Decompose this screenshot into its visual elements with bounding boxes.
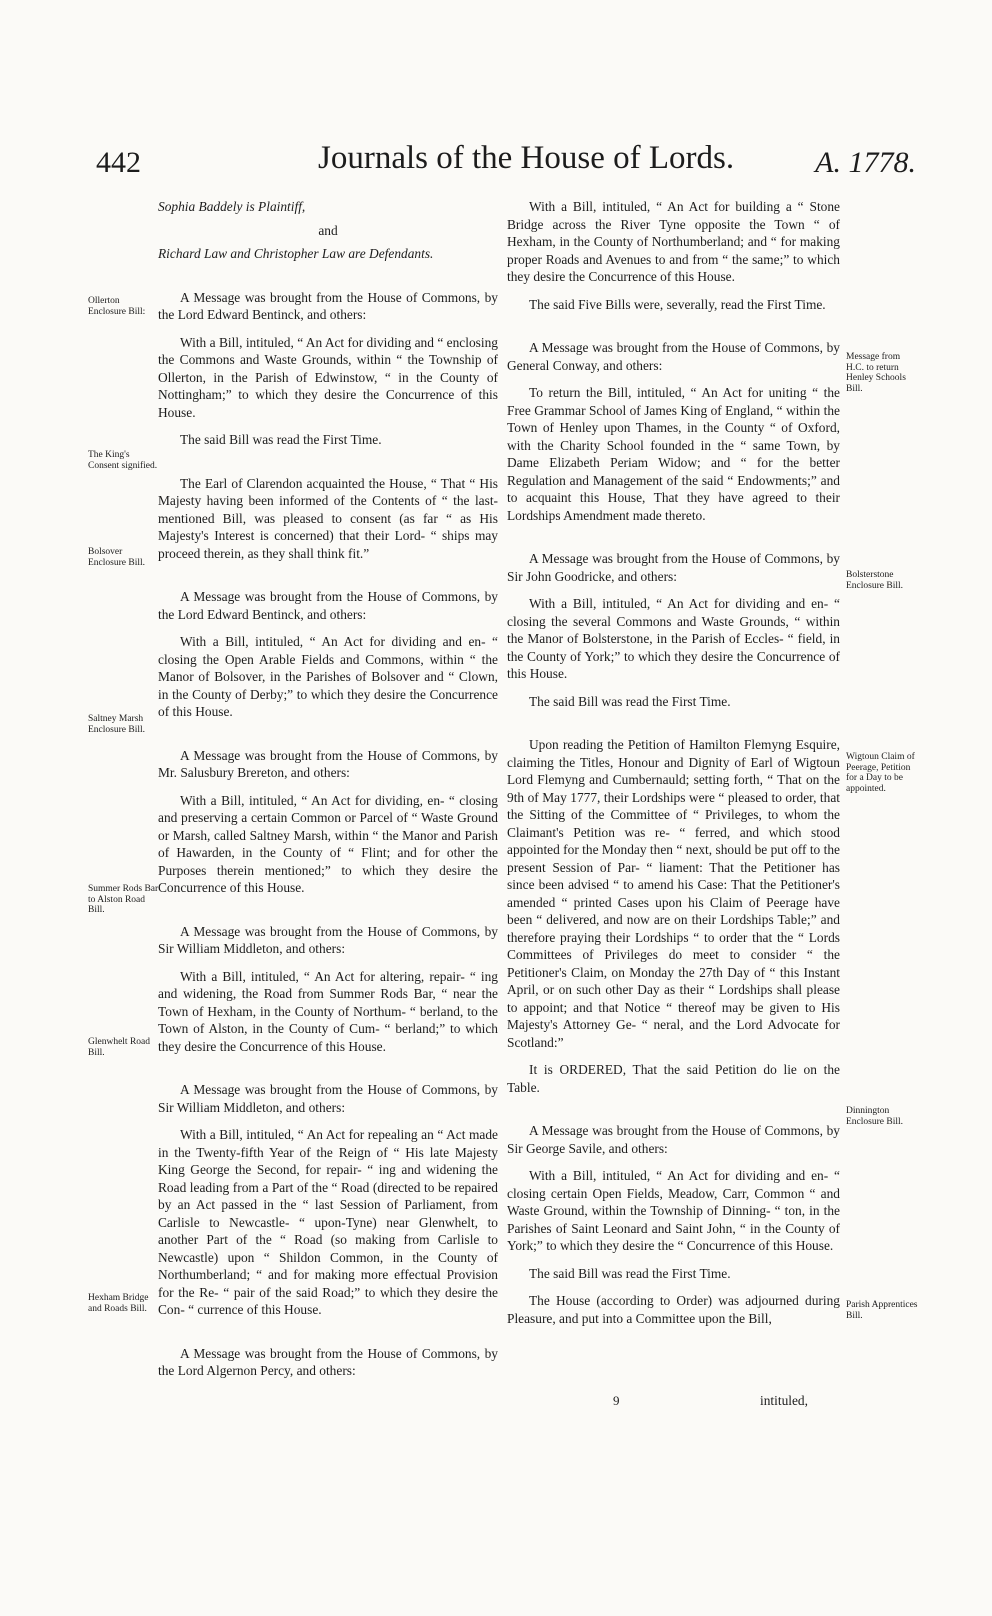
margin-note-summer-rods: Summer Rods Bar to Alston Road Bill. [88,884,159,915]
paragraph: With a Bill, intituled, “ An Act for altering, repair- “ ing and widening, the Road from Summer Rods Bar, “ near the Town of Hexham, in the County of Northum- “ berland, to the Town of Alston, in the County of Cum- “ berland;” to which they desire the Concurrence of this House. [158,968,498,1054]
paragraph: To return the Bill, intituled, “ An Act for uniting “ the Free Grammar School of James King of England, “ within the Town of Henley upon Thames, in the County “ of Oxford, with the Charity School founded in the “ same Town, by Dame Elizabeth Periam Widow; and “ for the better Regulation and Management of the said “ Endowments;” and to acquaint this House, That they have agreed to their Lordships Amendment made thereto. [507,385,840,523]
margin-note-wigtoun: Wigtoun Claim of Peerage, Petition for a Day to be appointed. [846,752,915,794]
margin-note-glenwhelt: Glenwhelt Road Bill. [88,1037,151,1058]
paragraph: The said Five Bills were, severally, read the First Time. [529,296,826,312]
paragraph: Upon reading the Petition of Hamilton Flemyng Esquire, claiming the Titles, Honour and Dignity of Earl of Wigtoun Lord Flemyng and Cumbernauld; setting forth, “ That on the 9th of May 1777, their Lordships were “ pleased to order, that the Sitting of the Committee of “ Privileges, to whom the Claimant's Petition was re- “ ferred, and which stood appointed for the Monday then “ next, should be put off to the present Session of Par- “ liament: That the Petitioner has since been advised “ to amend his Case: That the Petitioner's amended “ printed Cases upon his Claim of Peerage have been “ delivered, and now are on their Lordships Table;” and therefore praying their Lordships “ to order that the “ Lords Committees of Privileges do meet to consider “ the Petitioner's Claim, on Monday the 27th Day of “ this Instant April, or on such other Day as their “ Lordships shall please to appoint; and that Notice “ thereof may be given to His Majesty's Attorney Ge- “ neral, and the Lord Advocate for Scotland:” [507,737,840,1050]
header-year: A. 1778. [815,146,916,179]
margin-note-henley: Message from H.C. to return Henley Schools Bill. [846,352,906,394]
paragraph: With a Bill, intituled, “ An Act for dividing and en- “ closing the Open Arable Fields and Commons, within “ the Manor of Bolsover, in the Parishes of Bolsover and “ Clown, in the County of Derby;” to which they desire the Concurrence of this House. [158,634,498,719]
margin-note-hexham: Hexham Bridge and Roads Bill. [88,1293,149,1314]
margin-note-bolsterstone: Bolsterstone Enclosure Bill. [846,570,903,591]
right-column [507,198,840,1337]
paragraph: With a Bill, intituled, “ An Act for dividing, en- “ closing and preserving a certain Common or Parcel of “ Waste Ground or Marsh, called Saltney Marsh, within “ the Manor and Parish of Hawarden, in the County of “ Flint; and for other the Purposes therein mentioned;” to which they desire the Concurrence of this House. [158,792,498,895]
margin-note-kings-consent: The King's Consent signified. [88,450,158,471]
paragraph: It is ORDERED, That the said Petition do lie on the Table. [507,1062,840,1095]
paragraph: A Message was brought from the House of Commons, by the Lord Edward Bentinck, and others: [158,589,498,622]
paragraph: A Message was brought from the House of Commons, by the Lord Edward Bentinck, and others: [158,289,498,322]
left-column [158,198,498,1390]
paragraph: A Message was brought from the House of Commons, by Mr. Salusbury Brereton, and others: [158,747,498,780]
party-defendants: Richard Law and Christopher Law are Defendants. [158,246,434,261]
paragraph: With a Bill, intituled, “ An Act for dividing and en- “ closing certain Open Fields, Meadow, Carr, Common “ and Waste Ground, within the Township of Dinning- “ ton, in the Parishes of Saint Leonard and Saint John, “ in the County of York;” to which they desire the “ Concurrence of this House. [507,1168,840,1253]
paragraph: With a Bill, intituled, “ An Act for dividing and “ enclosing the Commons and Waste Grounds, within “ the Township of Ollerton, in the Parish of Edwinstow, “ in the County of Nottingham;” to which they desire the Concurrence of this House. [158,334,498,420]
paragraph: The said Bill was read the First Time. [529,1265,731,1281]
paragraph: A Message was brought from the House of Commons, by Sir William Middleton, and others: [158,923,498,956]
margin-note-dinnington: Dinnington Enclosure Bill. [846,1106,903,1127]
paragraph: A Message was brought from the House of Commons, by General Conway, and others: [507,340,840,373]
margin-note-saltney: Saltney Marsh Enclosure Bill. [88,714,145,735]
paragraph: The House (according to Order) was adjourned during Pleasure, and put into a Committee upon the Bill, [507,1293,840,1326]
margin-note-bolsover: Bolsover Enclosure Bill. [88,547,145,568]
paragraph: With a Bill, intituled, “ An Act for repealing an “ Act made in the Twenty-fifth Year of the Reign of “ His late Majesty King George the Second, for repair- “ ing and widening the Road leading from a Part of the “ Road (directed to be repaired by an Act passed in the “ last Session of Parliament, from Carlisle to Newcastle- “ upon-Tyne) near Glenwhelt, to another Part of the “ Road (so making from Carlisle to Newcastle) upon “ Shildon Common, in the County of Northumberland; “ and for making more effectual Provision for the Re- “ pair of the said Road;” to which they desire the Con- “ currence of this House. [158,1127,498,1317]
catchword: intituled, [760,1393,808,1408]
paragraph: The Earl of Clarendon acquainted the House, “ That “ His Majesty having been informed of the Contents of “ the last-mentioned Bill, was pleased to consent (as far “ as His Majesty's Interest is concerned) that their Lord- “ ships may proceed therein, as they shall think fit.” [158,475,498,561]
party-and: and [318,222,338,238]
paragraph: A Message was brought from the House of Commons, by Sir John Goodricke, and others: [507,551,840,584]
paragraph: With a Bill, intituled, “ An Act for dividing and en- “ closing the several Commons and Waste Grounds, “ within the Manor of Bolsterstone, in the Parish of Eccles- “ field, in the County of York;” to which they desire the Concurrence of this House. [507,596,840,681]
signature-mark: 9 [613,1393,620,1408]
paragraph: A Message was brought from the House of Commons, by the Lord Algernon Percy, and others: [158,1345,498,1378]
paragraph: With a Bill, intituled, “ An Act for building a “ Stone Bridge across the River Tyne opposite the Town “ of Hexham, in the County of Northumberland; and “ for making proper Roads and Avenues to and from “ the same;” to which they desire the Concurrence of this House. [507,199,840,284]
page-number: 442 [96,146,141,179]
margin-note-ollerton: Ollerton Enclosure Bill: [88,296,146,317]
paragraph: The said Bill was read the First Time. [529,693,731,709]
margin-note-parish-apprentices: Parish Apprentices Bill. [846,1300,918,1321]
running-header [96,140,916,190]
party-plaintiff: Sophia Baddely is Plaintiff, [158,199,306,214]
paragraph: A Message was brought from the House of Commons, by Sir William Middleton, and others: [158,1082,498,1115]
paragraph: A Message was brought from the House of Commons, by Sir George Savile, and others: [507,1123,840,1156]
paragraph: The said Bill was read the First Time. [180,432,382,447]
page-title: Journals of the House of Lords. [318,140,735,176]
